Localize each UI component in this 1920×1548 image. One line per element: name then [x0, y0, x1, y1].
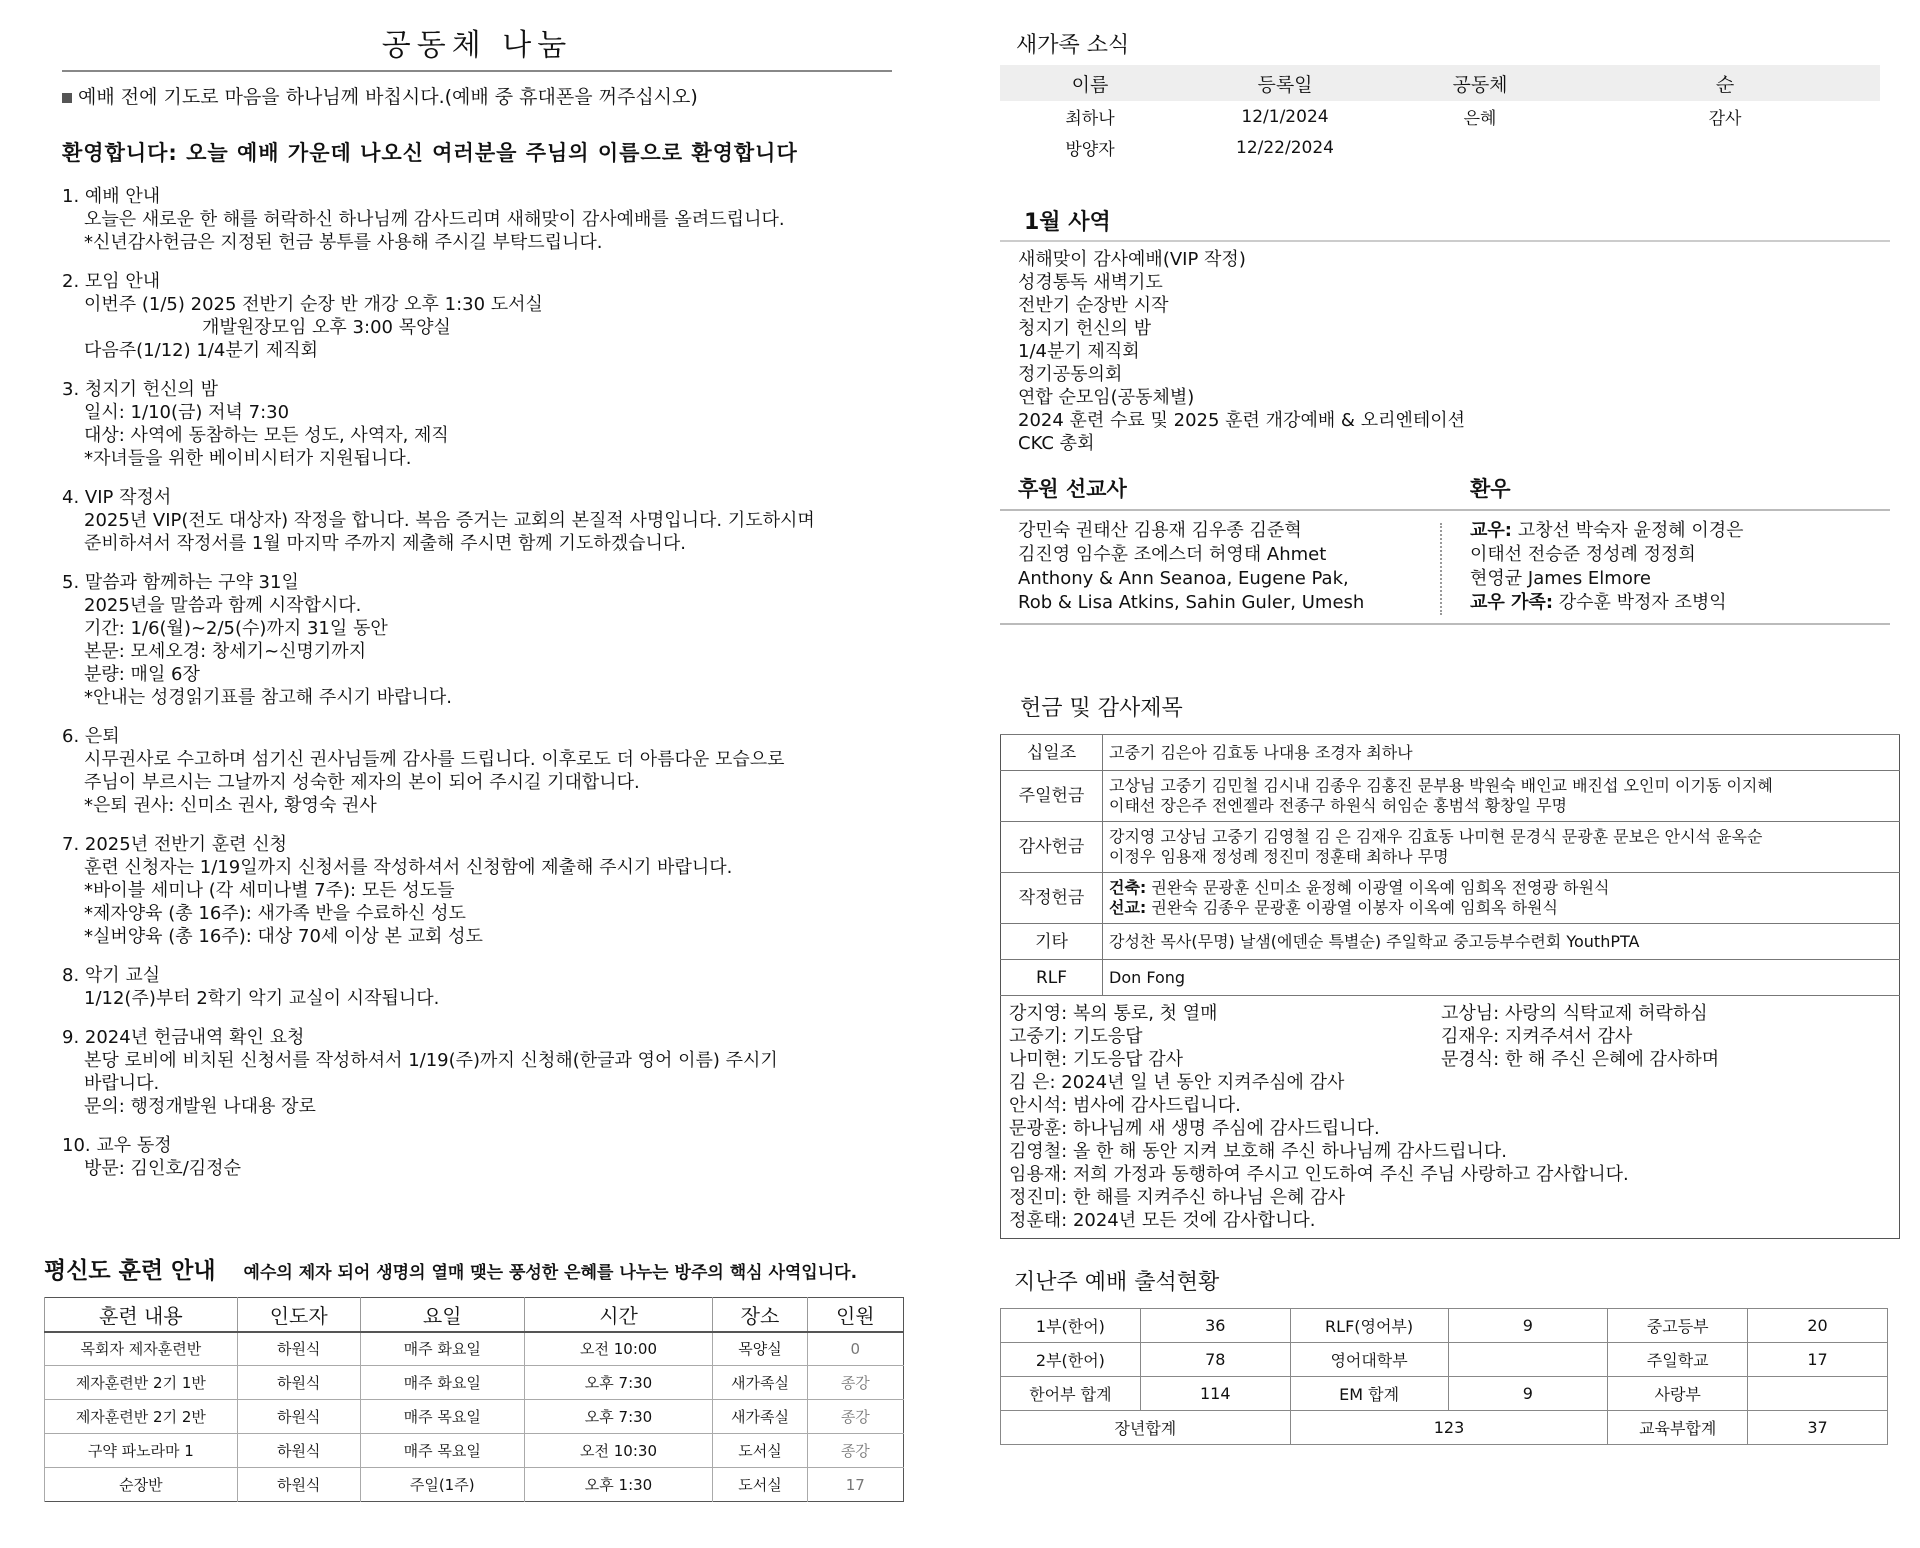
patients-title: 환우: [1470, 477, 1511, 501]
thanks-note: 김영철: 올 한 해 동안 지켜 보호해 주신 하나님께 감사드립니다.: [1009, 1141, 1507, 1162]
announcement-line: 본당 로비에 비치된 신청서를 작성하셔서 1/19(주)까지 신청해(한글과 영어 이름) 주시기: [84, 1050, 778, 1071]
announcement-list: [62, 185, 892, 1180]
announcement-line: 일시: 1/10(금) 저녁 7:30: [84, 402, 290, 423]
bullet-square-icon: [62, 93, 72, 103]
offering-line: Don Fong: [1109, 967, 1186, 987]
table-row: [45, 1366, 904, 1400]
announcement-item: [62, 571, 892, 709]
thanks-note: 고중기: 기도응답: [1009, 1026, 1143, 1047]
table-cell: 장년합계: [1001, 1411, 1291, 1445]
announcement-line: *은퇴 권사: 신미소 권사, 황영숙 권사: [84, 795, 377, 816]
patient-line-names: 강수훈 박정자 조병익: [1553, 592, 1727, 613]
table-cell: 12/22/2024: [1236, 137, 1334, 158]
patient-line: [1470, 591, 1890, 615]
new-family-header: 등록일: [1180, 65, 1390, 101]
list-item: 1/4분기 제직회: [1018, 341, 1140, 362]
announcement-line: 주님이 부르시는 그날까지 성숙한 제자의 본이 되어 주시길 기대합니다.: [84, 772, 640, 793]
table-cell: 1부(한어): [1001, 1309, 1141, 1343]
table-cell: 매주 목요일: [360, 1400, 524, 1434]
offering-names: [1103, 771, 1900, 822]
table-row: [45, 1332, 904, 1366]
table-cell: 방양자: [1065, 140, 1115, 160]
table-cell: 매주 화요일: [360, 1332, 524, 1366]
table-cell: [1748, 1377, 1888, 1411]
announcement-line: *바이블 세미나 (각 세미나별 7주): 모든 성도들: [84, 880, 455, 901]
announcement-line: *안내는 성경읽기표를 참고해 주시기 바랍니다.: [84, 687, 452, 708]
announcement-title: 7. 2025년 전반기 훈련 신청: [62, 834, 287, 855]
offering-line-names: 권완숙 문광훈 신미소 윤정혜 이광열 이옥예 임희옥 전영광 하원식: [1146, 878, 1610, 897]
list-item: 2024 훈련 수료 및 2025 훈련 개강예배 & 오리엔테이션: [1018, 410, 1466, 431]
thanks-note: 문경식: 한 해 주신 은혜에 감사하며: [1441, 1049, 1720, 1070]
table-cell: 78: [1140, 1343, 1290, 1377]
table-cell: 최하나: [1065, 109, 1115, 129]
announcement-line: *실버양육 (총 16주): 대상 70세 이상 본 교회 성도: [84, 926, 483, 947]
table-cell: 하원식: [237, 1400, 360, 1434]
table-row: [45, 1400, 904, 1434]
offering-row: [1001, 960, 1900, 996]
offering-line: 이정우 임용재 정성례 정진미 정훈태 최하나 무명: [1109, 847, 1449, 866]
new-family-header: 순: [1570, 65, 1880, 101]
new-family-header: 공동체: [1390, 65, 1570, 101]
announcement-title: 4. VIP 작정서: [62, 487, 172, 508]
table-cell: 주일(1주): [360, 1468, 524, 1502]
training-header: 장소: [713, 1298, 807, 1332]
announcement-line: *자녀들을 위한 베이비시터가 지원됩니다.: [84, 448, 412, 469]
table-row: [45, 1468, 904, 1502]
table-cell: [1448, 1343, 1608, 1377]
new-family-title: 새가족 소식: [1016, 33, 1130, 58]
page-title: 공동체 나눔: [62, 20, 892, 72]
divider: [1440, 523, 1470, 615]
offering-names: [1103, 924, 1900, 960]
new-family-header: 이름: [1000, 65, 1180, 101]
offering-label: 기타: [1001, 924, 1103, 960]
table-cell: 목양실: [713, 1332, 807, 1366]
table-row: [45, 1434, 904, 1468]
table-cell: 구약 파노라마 1: [45, 1434, 238, 1468]
thanks-note: 김재우: 지켜주셔서 감사: [1441, 1026, 1633, 1047]
offering-line: 이태선 장은주 전엔젤라 전종구 하원식 허임순 홍범석 황창일 무명: [1109, 796, 1568, 815]
announcement-item: [62, 833, 892, 948]
announcement-line: *신년감사헌금은 지정된 헌금 봉투를 사용해 주시길 부탁드립니다.: [84, 232, 603, 253]
offering-line-label: 선교:: [1109, 898, 1147, 917]
announcement-line: 훈련 신청자는 1/19일까지 신청서를 작성하셔서 신청함에 제출해 주시기 바랍니다.: [84, 857, 733, 878]
offering-line: [1109, 898, 1893, 918]
offering-names: [1103, 822, 1900, 873]
thanks-note: 고상님: 사랑의 식탁교제 허락하심: [1441, 1003, 1708, 1024]
table-row: [1000, 132, 1880, 163]
offering-line: [1109, 878, 1893, 898]
table-cell: 사랑부: [1608, 1377, 1748, 1411]
list-item: 연합 순모임(공동체별): [1018, 387, 1195, 408]
offering-label: 주일헌금: [1001, 771, 1103, 822]
missions-section: [1000, 473, 1890, 625]
table-cell: 주일학교: [1608, 1343, 1748, 1377]
thanks-note: 나미현: 기도응답 감사: [1009, 1049, 1183, 1070]
table-cell: 영어대학부: [1290, 1343, 1448, 1377]
offering-line: 강지영 고상님 고중기 김영철 김 은 김재우 김효동 나미현 문경식 문광훈 문보은 안시석 윤옥순: [1109, 827, 1763, 846]
missionaries-title: 후원 선교사: [1018, 477, 1127, 501]
table-cell: 교육부합계: [1608, 1411, 1748, 1445]
table-row: [1001, 1411, 1888, 1445]
list-item: 성경통독 새벽기도: [1018, 272, 1163, 293]
table-cell: 하원식: [237, 1332, 360, 1366]
thanks-note: 정진미: 한 해를 지켜주신 하나님 은혜 감사: [1009, 1187, 1345, 1208]
offering-names: [1103, 735, 1900, 771]
table-cell: 9: [1448, 1309, 1608, 1343]
announcement-line: 시무권사로 수고하며 섬기신 권사님들께 감사를 드립니다. 이후로도 더 아름다운 모습으로: [84, 749, 785, 770]
table-cell: 17: [1748, 1343, 1888, 1377]
announcement-line: 이번주 (1/5) 2025 전반기 순장 반 개강 오후 1:30 도서실: [84, 294, 543, 315]
table-cell: 오전 10:30: [524, 1434, 713, 1468]
table-cell: 0: [807, 1332, 903, 1366]
offering-title: 헌금 및 감사제목: [1020, 696, 1183, 721]
announcement-line: 분량: 매일 6장: [84, 664, 200, 685]
training-table: [44, 1297, 904, 1502]
announcement-title: 8. 악기 교실: [62, 965, 161, 986]
list-item: 정기공동의회: [1018, 364, 1123, 385]
missionary-line: Rob & Lisa Atkins, Sahin Guler, Umesh: [1018, 592, 1365, 613]
announcement-item: [62, 378, 892, 470]
missionary-line: Anthony & Ann Seanoa, Eugene Pak,: [1018, 568, 1349, 589]
offering-row: [1001, 822, 1900, 873]
table-cell: 17: [807, 1468, 903, 1502]
training-header: 인원: [807, 1298, 903, 1332]
thanks-note: 김 은: 2024년 일 년 동안 지켜주심에 감사: [1009, 1072, 1345, 1093]
patient-line: [1470, 567, 1890, 591]
table-cell: 종강: [807, 1400, 903, 1434]
training-header: 훈련 내용: [45, 1298, 238, 1332]
table-cell: 오후 7:30: [524, 1366, 713, 1400]
right-page: [1000, 28, 1890, 1445]
offering-row: [1001, 735, 1900, 771]
training-header: 요일: [360, 1298, 524, 1332]
table-cell: 제자훈련반 2기 2반: [45, 1400, 238, 1434]
announcement-line: *제자양육 (총 16주): 새가족 반을 수료하신 성도: [84, 903, 466, 924]
table-cell: 은혜: [1463, 109, 1497, 129]
announcement-title: 5. 말씀과 함께하는 구약 31일: [62, 572, 299, 593]
announcement-line: 1/12(주)부터 2학기 악기 교실이 시작됩니다.: [84, 988, 440, 1009]
missionary-line: 김진영 임수훈 조에스더 허영태 Ahmet: [1018, 544, 1327, 565]
announcement-item: [62, 725, 892, 817]
announcement-line: 다음주(1/12) 1/4분기 제직회: [84, 340, 318, 361]
offering-table: [1000, 734, 1900, 1239]
announcement-title: 2. 모임 안내: [62, 271, 161, 292]
welcome-message: 환영합니다: 오늘 예배 가운데 나오신 여러분을 주님의 이름으로 환영합니다: [62, 141, 798, 165]
announcement-line: 대상: 사역에 동참하는 모든 성도, 사역자, 제직: [84, 425, 449, 446]
offering-line: 고중기 김은아 김효동 나대용 조경자 최하나: [1109, 742, 1413, 762]
announcement-item: [62, 1026, 892, 1118]
table-cell: 하원식: [237, 1468, 360, 1502]
attendance-table: [1000, 1308, 1888, 1445]
list-item: 전반기 순장반 시작: [1018, 295, 1169, 316]
offering-line-names: 권완숙 김종우 문광훈 이광열 이봉자 이옥예 임희옥 하원식: [1146, 898, 1558, 917]
missionary-line: 강민숙 권태산 김용재 김우종 김준혁: [1018, 520, 1302, 541]
table-cell: 목회자 제자훈련반: [45, 1332, 238, 1366]
table-cell: 37: [1748, 1411, 1888, 1445]
offering-names: [1103, 873, 1900, 924]
patient-line-names: 이태선 전승준 정성례 정정희: [1470, 544, 1696, 565]
table-cell: 종강: [807, 1366, 903, 1400]
table-cell: 오후 7:30: [524, 1400, 713, 1434]
table-cell: 123: [1290, 1411, 1608, 1445]
training-title: 평신도 훈련 안내: [44, 1258, 216, 1284]
table-cell: 9: [1448, 1377, 1608, 1411]
list-item: 새해맞이 감사예배(VIP 작정): [1018, 249, 1246, 270]
announcement-item: [62, 270, 892, 362]
table-cell: 중고등부: [1608, 1309, 1748, 1343]
january-list: [1000, 248, 1890, 455]
thanks-note: 정훈태: 2024년 모든 것에 감사합니다.: [1009, 1210, 1316, 1231]
announcement-title: 9. 2024년 헌금내역 확인 요청: [62, 1027, 305, 1048]
left-page: [62, 20, 892, 1196]
table-cell: [1390, 132, 1570, 163]
january-ministry-section: [1000, 205, 1890, 455]
table-cell: 2부(한어): [1001, 1343, 1141, 1377]
offering-label: 작정헌금: [1001, 873, 1103, 924]
offering-line-label: 건축:: [1109, 878, 1147, 897]
offering-row: [1001, 873, 1900, 924]
thanks-note: 안시석: 범사에 감사드립니다.: [1009, 1095, 1241, 1116]
announcement-line: 기간: 1/6(월)~2/5(수)까지 31일 동안: [84, 618, 388, 639]
table-cell: EM 합계: [1290, 1377, 1448, 1411]
patient-line: [1470, 543, 1890, 567]
missionaries-list: [1000, 519, 1440, 615]
announcement-line: 개발원장모임 오후 3:00 목양실: [202, 317, 451, 338]
announcement-item: [62, 964, 892, 1010]
table-cell: 종강: [807, 1434, 903, 1468]
thanksgiving-notes: [1001, 996, 1899, 1238]
attendance-title: 지난주 예배 출석현황: [1014, 1270, 1220, 1295]
patient-line-label: 교우:: [1470, 520, 1512, 541]
announcement-title: 6. 은퇴: [62, 726, 120, 747]
table-row: [1001, 1377, 1888, 1411]
table-cell: [1570, 132, 1880, 163]
table-cell: 새가족실: [713, 1400, 807, 1434]
training-section: [44, 1252, 904, 1502]
offering-row: [1001, 924, 1900, 960]
thanks-note: 강지영: 복의 통로, 첫 열매: [1009, 1003, 1218, 1024]
table-cell: 매주 목요일: [360, 1434, 524, 1468]
patient-line-names: 고창선 박숙자 윤정혜 이경은: [1511, 520, 1744, 541]
offering-line: 고상님 고중기 김민철 김시내 김종우 김홍진 문부용 박원숙 배인교 배진섭 오인미 이기동 이지혜: [1109, 776, 1773, 795]
list-item: CKC 총회: [1018, 433, 1095, 454]
training-subtitle: 예수의 제자 되어 생명의 열매 맺는 풍성한 은혜를 나누는 방주의 핵심 사역입니다.: [243, 1263, 858, 1283]
patient-line: [1470, 519, 1890, 543]
table-cell: 도서실: [713, 1468, 807, 1502]
table-cell: 20: [1748, 1309, 1888, 1343]
announcement-title: 10. 교우 동정: [62, 1135, 172, 1156]
offering-section: [1000, 691, 1890, 1239]
patient-line-names: 현영균 James Elmore: [1470, 568, 1651, 589]
table-cell: 12/1/2024: [1241, 106, 1329, 127]
table-cell: 감사: [1708, 109, 1742, 129]
offering-label: 감사헌금: [1001, 822, 1103, 873]
prayer-note: 예배 전에 기도로 마음을 하나님께 바칩시다.(예배 중 휴대폰을 꺼주십시오): [62, 82, 892, 109]
thanks-note: 임용재: 저희 가정과 동행하여 주시고 인도하여 주신 주님 사랑하고 감사합니다.: [1009, 1164, 1629, 1185]
table-row: [1001, 1309, 1888, 1343]
table-cell: 제자훈련반 2기 1반: [45, 1366, 238, 1400]
patients-list: [1470, 519, 1890, 615]
announcement-item: [62, 486, 892, 555]
offering-label: 십일조: [1001, 735, 1103, 771]
announcement-title: 3. 청지기 헌신의 밤: [62, 379, 219, 400]
table-cell: RLF(영어부): [1290, 1309, 1448, 1343]
training-header: 인도자: [237, 1298, 360, 1332]
table-cell: 114: [1140, 1377, 1290, 1411]
table-cell: 순장반: [45, 1468, 238, 1502]
announcement-item: [62, 1134, 892, 1180]
announcement-item: [62, 185, 892, 254]
training-header: 시간: [524, 1298, 713, 1332]
january-title: 1월 사역: [1000, 205, 1890, 242]
announcement-line: 준비하셔서 작정서를 1월 마지막 주까지 제출해 주시면 함께 기도하겠습니다.: [84, 533, 686, 554]
announcement-line: 방문: 김인호/김정순: [84, 1158, 241, 1179]
table-cell: 하원식: [237, 1366, 360, 1400]
table-row: [1001, 1343, 1888, 1377]
table-cell: 하원식: [237, 1434, 360, 1468]
table-cell: 새가족실: [713, 1366, 807, 1400]
offering-row: [1001, 771, 1900, 822]
thanks-note: 문광훈: 하나님께 새 생명 주심에 감사드립니다.: [1009, 1118, 1380, 1139]
announcement-line: 2025년 VIP(전도 대상자) 작정을 합니다. 복음 증거는 교회의 본질적 사명입니다. 기도하시며: [84, 510, 815, 531]
table-row: [1000, 101, 1880, 132]
list-item: 청지기 헌신의 밤: [1018, 318, 1152, 339]
patient-line-label: 교우 가족:: [1470, 592, 1554, 613]
table-cell: 오후 1:30: [524, 1468, 713, 1502]
table-cell: 36: [1140, 1309, 1290, 1343]
table-cell: 매주 화요일: [360, 1366, 524, 1400]
announcement-title: 1. 예배 안내: [62, 186, 161, 207]
announcement-line: 문의: 행정개발원 나대용 장로: [84, 1096, 316, 1117]
announcement-line: 2025년을 말씀과 함께 시작합시다.: [84, 595, 362, 616]
announcement-line: 오늘은 새로운 한 해를 허락하신 하나님께 감사드리며 새해맞이 감사예배를 올려드립니다.: [84, 209, 785, 230]
table-cell: 도서실: [713, 1434, 807, 1468]
announcement-line: 본문: 모세오경: 창세기~신명기까지: [84, 641, 367, 662]
attendance-section: [1000, 1265, 1890, 1445]
offering-line: 강성찬 목사(무명) 날샘(에덴순 특별순) 주일학교 중고등부수련회 YouthPTA: [1109, 931, 1640, 951]
new-family-table: [1000, 65, 1880, 163]
offering-label: RLF: [1001, 960, 1103, 996]
table-cell: 한어부 합계: [1001, 1377, 1141, 1411]
table-cell: 오전 10:00: [524, 1332, 713, 1366]
announcement-line: 바랍니다.: [84, 1073, 160, 1094]
offering-names: [1103, 960, 1900, 996]
